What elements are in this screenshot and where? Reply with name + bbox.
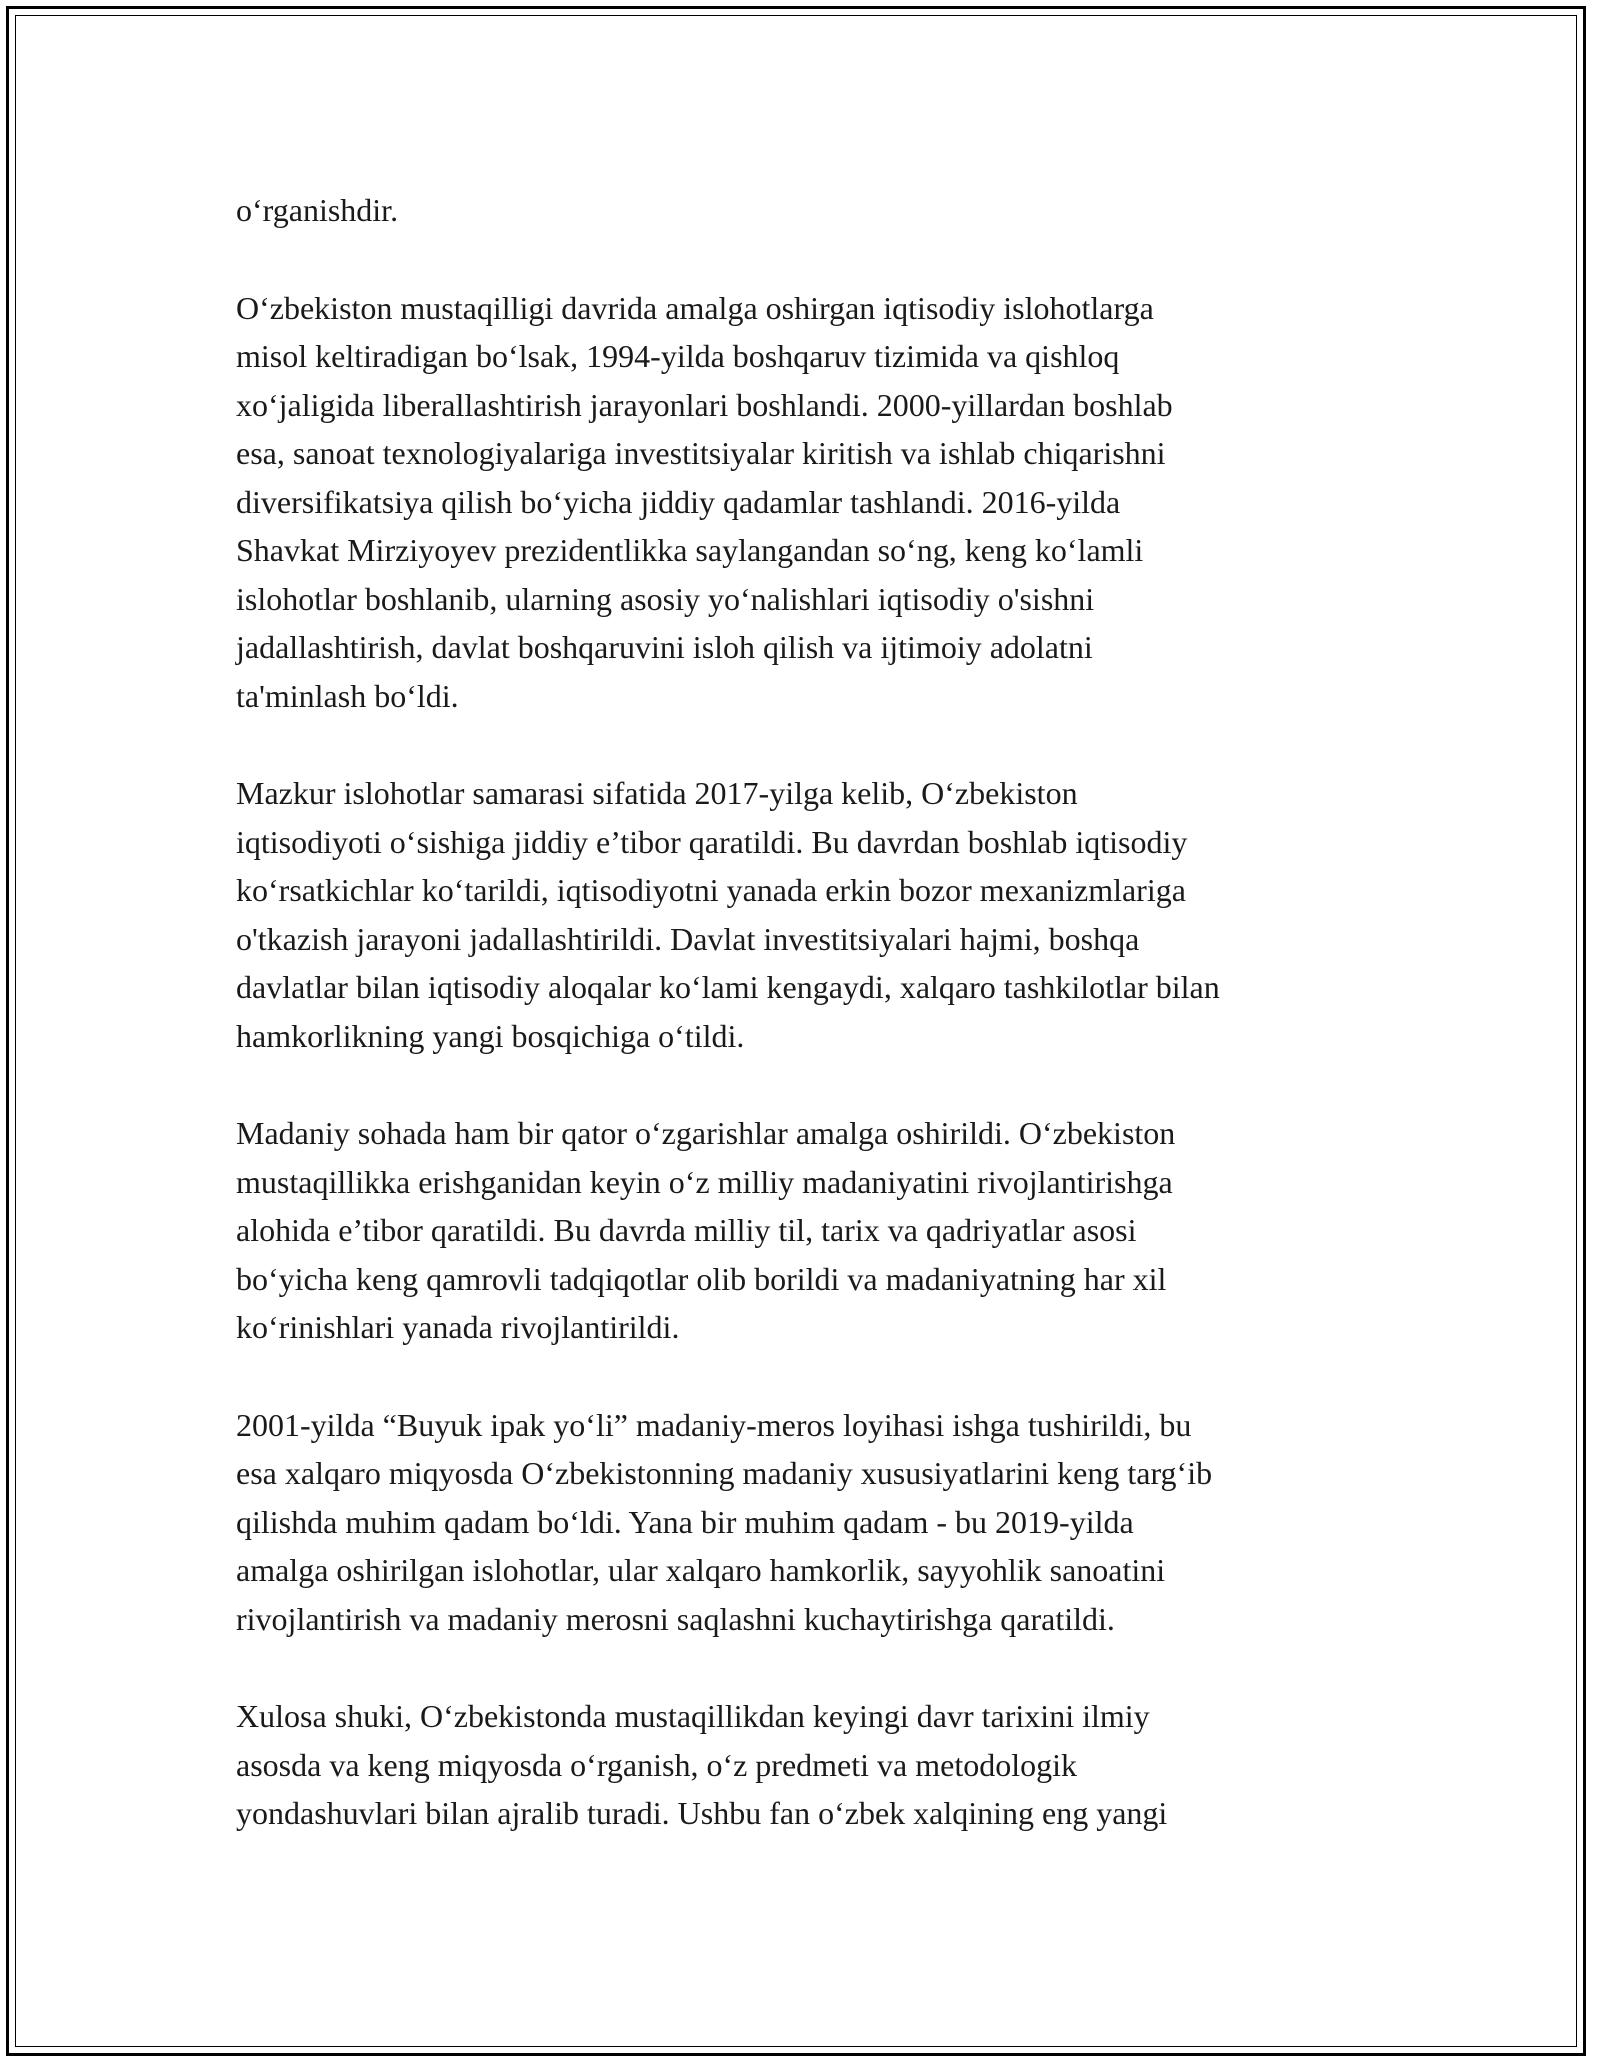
text-line: Xulosa shuki, O‘zbekistonda mustaqillikdan keyingi davr tarixini ilmiy [236,1698,1150,1734]
text-line: islohotlar boshlanib, ularning asosiy yo‘nalishlari iqtisodiy o'sishni [236,580,1095,617]
text-line: asosda va keng miqyosda o‘rganish, o‘z predmeti va metodologik [236,1746,1077,1783]
text-line: qilishda muhim qadam bo‘ldi. Yana bir muhim qadam - bu 2019-yilda [236,1503,1134,1540]
paragraph-1 [236,186,1376,235]
text-line: yondashuvlari bilan ajralib turadi. Ushbu fan o‘zbek xalqining eng yangi [236,1795,1168,1831]
text-line: Madaniy sohada ham bir qator o‘zgarishlar amalga oshirildi. O‘zbekiston [236,1115,1176,1151]
text-line: Shavkat Mirziyoyev prezidentlikka saylangandan so‘ng, keng ko‘lamli [236,532,1144,568]
paragraph-4 [236,1109,1376,1352]
paragraph-2 [236,284,1376,721]
text-line: davlatlar bilan iqtisodiy aloqalar ko‘lami kengaydi, xalqaro tashkilotlar bilan [236,969,1220,1005]
text-line: diversifikatsiya qilish bo‘yicha jiddiy qadamlar tashlandi. 2016-yilda [236,483,1121,520]
text-line: o‘rganishdir. [236,192,399,228]
text-line: mustaqillikka erishganidan keyin o‘z milliy madaniyatini rivojlantirishga [236,1163,1173,1200]
text-line: esa xalqaro miqyosda O‘zbekistonning madaniy xususiyatlarini keng targ‘ib [236,1455,1213,1491]
text-line: iqtisodiyoti o‘sishiga jiddiy e’tibor qaratildi. Bu davrdan boshlab iqtisodiy [236,823,1188,860]
text-line: ta'minlash bo‘ldi. [236,677,459,714]
text-line: Mazkur islohotlar samarasi sifatida 2017-yilga kelib, O‘zbekiston [236,775,1078,811]
document-body [236,186,1376,1838]
paragraph-3 [236,769,1376,1060]
text-line: ko‘rsatkichlar ko‘tarildi, iqtisodiyotni yanada erkin bozor mexanizmlariga [236,872,1186,908]
paragraph-6 [236,1692,1376,1838]
text-line: o'tkazish jarayoni jadallashtirildi. Davlat investitsiyalari hajmi, boshqa [236,920,1140,957]
text-line: xo‘jaligida liberallashtirish jarayonlari boshlandi. 2000-yillardan boshlab [236,386,1173,423]
text-line: bo‘yicha keng qamrovli tadqiqotlar olib borildi va madaniyatning har xil [236,1260,1167,1297]
text-line: misol keltiradigan bo‘lsak, 1994-yilda boshqaruv tizimida va qishloq [236,338,1120,374]
text-line: ko‘rinishlari yanada rivojlantirildi. [236,1309,680,1345]
text-line: alohida e’tibor qaratildi. Bu davrda milliy til, tarix va qadriyatlar asosi [236,1212,1137,1248]
text-line: rivojlantirish va madaniy merosni saqlashni kuchaytirishga qaratildi. [236,1600,1115,1637]
text-line: hamkorlikning yangi bosqichiga o‘tildi. [236,1017,745,1054]
text-line: O‘zbekiston mustaqilligi davrida amalga oshirgan iqtisodiy islohotlarga [236,289,1154,326]
text-line: jadallashtirish, davlat boshqaruvini isloh qilish va ijtimoiy adolatni [236,629,1093,665]
text-line: amalga oshirilgan islohotlar, ular xalqaro hamkorlik, sayyohlik sanoatini [236,1552,1166,1588]
text-line: 2001-yilda “Buyuk ipak yo‘li” madaniy-meros loyihasi ishga tushirildi, bu [236,1406,1192,1443]
paragraph-5 [236,1401,1376,1644]
text-line: esa, sanoat texnologiyalariga investitsiyalar kiritish va ishlab chiqarishni [236,435,1166,471]
